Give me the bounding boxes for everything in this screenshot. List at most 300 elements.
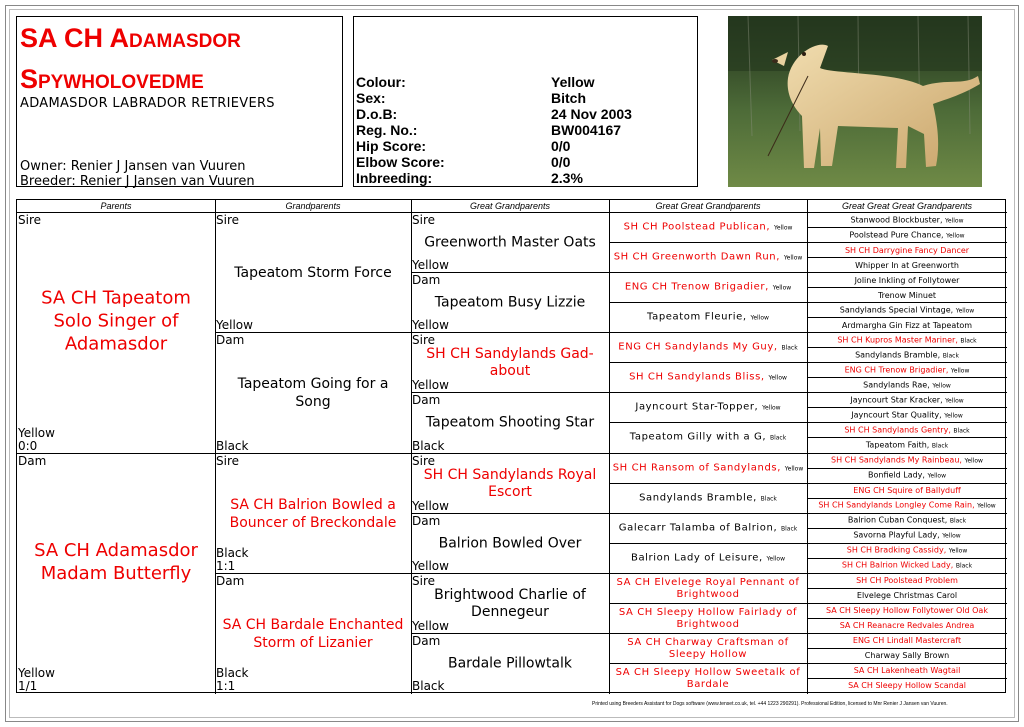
dog-colour: Yellow xyxy=(766,555,786,563)
separator: , xyxy=(937,530,943,540)
dog-colour: Yellow xyxy=(412,258,449,273)
separator: , xyxy=(926,440,932,450)
pedigree-cell xyxy=(807,288,1007,303)
separator: , xyxy=(948,425,954,435)
dog-name-text: Joline Inkling of Follytower xyxy=(854,275,960,285)
dog-colour: Yellow xyxy=(977,502,996,510)
dog-name xyxy=(411,415,609,432)
dog-colour: Yellow xyxy=(944,412,963,420)
separator: , xyxy=(754,401,763,413)
colour-score xyxy=(412,680,444,693)
pedigree-cell xyxy=(411,634,609,694)
pedigree-cell xyxy=(609,393,807,423)
separator: , xyxy=(922,470,928,480)
colour-score xyxy=(216,440,248,453)
dog-name xyxy=(807,215,1007,226)
separator: , xyxy=(950,305,956,315)
dog-name-text: Poolstead Pure Chance xyxy=(849,230,941,240)
separator: , xyxy=(945,365,951,375)
dog-name xyxy=(411,346,609,380)
dam-label: Dam xyxy=(412,513,441,528)
info-label: Sex: xyxy=(356,90,386,106)
pedigree-cell xyxy=(807,318,1007,333)
dog-colour: Black xyxy=(216,666,249,680)
dog-name-text: Sandylands Rae xyxy=(863,380,928,390)
pedigree-cell xyxy=(215,454,411,574)
dog-colour: Yellow xyxy=(964,457,983,465)
info-label: Hip Score: xyxy=(356,138,427,154)
dog-name-text: SH CH Greenworth Dawn Run xyxy=(613,251,777,263)
separator: , xyxy=(773,522,781,534)
dog-name xyxy=(609,492,807,505)
info-value: 0/0 xyxy=(551,154,571,170)
dog-name xyxy=(609,522,807,535)
column-great-grandparents xyxy=(411,200,609,694)
dog-name-text: ENG CH Sandylands My Guy xyxy=(618,341,774,353)
dog-score: 1/1 xyxy=(18,679,38,693)
dog-name-text: Jayncourt Star-Topper xyxy=(635,401,755,413)
dog-name xyxy=(411,655,609,672)
dog-colour: Black xyxy=(781,525,798,533)
dog-name xyxy=(807,471,1007,482)
dog-colour: Yellow xyxy=(784,465,804,473)
dog-name-text: Jayncourt Star Quality xyxy=(851,410,940,420)
separator: , xyxy=(765,281,773,293)
info-label: Elbow Score: xyxy=(356,154,445,170)
dam-label: Dam xyxy=(216,573,245,588)
colour-score xyxy=(412,440,444,453)
info-value: 24 Nov 2003 xyxy=(551,106,632,122)
sire-label: Sire xyxy=(412,333,436,348)
dog-name-text: Sandylands Special Vintage xyxy=(839,305,951,315)
pedigree-cell xyxy=(807,529,1007,544)
dog-name-text: Greenworth Master Oats xyxy=(424,234,596,251)
dog-name-text: ENG CH Lindall Mastercraft xyxy=(852,636,962,646)
dog-name xyxy=(807,440,1007,451)
dam-label: Dam xyxy=(412,633,441,648)
dog-name-text: Tapeatom Fleurie xyxy=(647,311,743,323)
dog-name-text: Balrion Lady of Leisure xyxy=(630,552,759,564)
dog-name xyxy=(17,287,215,356)
pedigree-cell xyxy=(807,408,1007,423)
colour-score xyxy=(216,547,248,573)
dog-colour: Black xyxy=(412,438,445,453)
dog-name xyxy=(215,616,411,652)
colour-score xyxy=(216,319,253,332)
dog-name-line1: SA CH Adamasdor xyxy=(20,23,241,53)
separator: , xyxy=(943,545,949,555)
pedigree-table xyxy=(16,199,1006,693)
info-value: 2.3% xyxy=(551,170,583,186)
dog-colour: Yellow xyxy=(942,532,961,540)
dog-photo xyxy=(728,16,982,187)
dog-name xyxy=(609,312,807,325)
dog-name xyxy=(807,365,1007,376)
dam-label: Dam xyxy=(216,333,245,348)
pedigree-cell xyxy=(17,454,215,695)
dog-score: 0:0 xyxy=(18,438,38,453)
dog-name xyxy=(807,321,1007,331)
dog-name-text: Elvelege Christmas Carol xyxy=(856,591,958,601)
dog-name xyxy=(807,305,1007,316)
dog-name-text: SA CH Balrion Bowled a Bouncer of Breckondale xyxy=(229,496,397,531)
info-label: Reg. No.: xyxy=(356,122,418,138)
dog-colour: Yellow xyxy=(773,224,793,232)
pedigree-cell xyxy=(609,484,807,514)
dog-colour: Yellow xyxy=(927,472,946,480)
dog-name xyxy=(609,552,807,565)
separator: , xyxy=(939,215,946,225)
dog-name-text: SH CH Bradking Cassidy xyxy=(846,545,944,555)
pedigree-cell xyxy=(411,393,609,453)
dog-name xyxy=(807,651,1007,661)
dog-name-text: SH CH Sandylands Gad-about xyxy=(426,346,594,380)
dog-name xyxy=(215,264,411,282)
column-divider xyxy=(411,200,412,694)
dog-name xyxy=(807,395,1007,406)
dog-name xyxy=(609,282,807,295)
dog-name-text: SH CH Kupros Master Mariner xyxy=(837,335,956,345)
separator: , xyxy=(939,410,945,420)
dog-name-text: SH CH Sandylands Longley Come Rain xyxy=(818,500,973,510)
dog-name xyxy=(807,621,1007,631)
owner-breeder xyxy=(20,159,255,189)
column-grandparents xyxy=(215,200,411,694)
dog-colour: Yellow xyxy=(768,374,787,382)
dog-name xyxy=(411,295,609,312)
column-divider xyxy=(215,200,216,694)
dog-name xyxy=(215,496,411,532)
column-gg-grandparents xyxy=(609,200,807,694)
dog-name xyxy=(215,375,411,411)
dog-name-text: SH CH Ransom of Sandylands xyxy=(612,462,778,474)
dog-colour: Yellow xyxy=(932,382,951,390)
pedigree-cell xyxy=(807,619,1007,634)
dog-name xyxy=(807,636,1007,646)
column-header: Parents xyxy=(17,200,215,213)
pedigree-cell xyxy=(807,303,1007,318)
pedigree-cell xyxy=(411,574,609,634)
dog-name xyxy=(807,666,1007,676)
pedigree-cell xyxy=(807,378,1007,393)
separator: , xyxy=(950,560,956,570)
colour-score xyxy=(412,620,449,633)
dog-colour: Yellow xyxy=(750,314,769,322)
dog-name xyxy=(807,516,1007,527)
info-label: Colour: xyxy=(356,74,406,90)
dog-name-text: Sandylands Bramble xyxy=(639,492,754,504)
pedigree-cell xyxy=(807,679,1007,694)
separator: , xyxy=(777,462,785,474)
dog-name-text: Charway Sally Brown xyxy=(864,651,950,661)
pedigree-cell xyxy=(609,634,807,664)
separator: , xyxy=(760,371,769,383)
separator: , xyxy=(927,380,933,390)
dog-name-text: Bardale Pillowtalk xyxy=(448,655,572,672)
dog-name-text: ENG CH Squire of Ballyduff xyxy=(853,486,961,496)
dog-colour: Yellow xyxy=(945,217,964,225)
dog-name-text: SA CH Lakenheath Wagtail xyxy=(853,666,961,676)
dog-colour: Yellow xyxy=(772,284,792,292)
column-header: Grandparents xyxy=(215,200,411,213)
dog-name-text: Savorna Playful Lady xyxy=(853,530,938,540)
colour-score xyxy=(412,560,449,573)
dog-colour: Yellow xyxy=(950,367,970,375)
dog-name xyxy=(807,335,1007,346)
dog-name-text: SH CH Sandylands Royal Escort xyxy=(423,466,597,500)
dog-name-text: Tapeatom Shooting Star xyxy=(425,414,595,431)
info-value: BW004167 xyxy=(551,122,622,138)
dog-name xyxy=(807,486,1007,496)
pedigree-cell xyxy=(807,649,1007,664)
dog-name-text: Whipper In at Greenworth xyxy=(855,260,959,270)
dog-name xyxy=(609,607,807,631)
pedigree-cell xyxy=(807,243,1007,258)
separator: , xyxy=(941,230,947,240)
column-header: Great Great Great Grandparents xyxy=(807,200,1007,213)
pedigree-cell xyxy=(807,664,1007,679)
breeder: Breeder: Renier J Jansen van Vuuren xyxy=(20,174,255,189)
separator: , xyxy=(959,455,965,465)
dog-colour: Yellow xyxy=(216,318,253,333)
kennel-name: ADAMASDOR LABRADOR RETRIEVERS xyxy=(20,96,275,111)
dog-name-text: Ardmargha Gin Fizz at Tapeatom xyxy=(841,320,973,330)
pedigree-cell xyxy=(609,243,807,273)
pedigree-cell xyxy=(411,514,609,574)
dog-name xyxy=(609,252,807,265)
pedigree-cell xyxy=(807,634,1007,649)
dog-name xyxy=(609,667,807,691)
pedigree-cell xyxy=(807,604,1007,619)
dog-name xyxy=(609,222,807,235)
dog-name xyxy=(807,246,1007,256)
dog-colour: Yellow xyxy=(955,307,975,315)
dog-colour: Black xyxy=(412,679,445,693)
separator: , xyxy=(776,251,784,263)
dog-name-text: SA CH Elvelege Royal Pennant of Brightwood xyxy=(616,576,800,600)
dog-name xyxy=(807,230,1007,241)
pedigree-cell xyxy=(807,258,1007,273)
dog-colour: Black xyxy=(960,337,977,345)
dog-name-text: Trenow Minuet xyxy=(877,290,937,300)
sire-label: Sire xyxy=(216,453,240,468)
pedigree-cell xyxy=(807,273,1007,288)
pedigree-cell xyxy=(807,438,1007,453)
footer-credit: Printed using Breeders Assistant for Dogs software (www.tenset.co.uk, tel. +44 1223 290291). Professional Edition, licensed to Mnr Renier J Jansen van Vuuren. xyxy=(592,701,948,707)
dog-name-line2: Spywholovedme xyxy=(20,64,204,94)
pedigree-cell xyxy=(17,213,215,454)
dog-name xyxy=(411,535,609,552)
dog-name-text: Brightwood Charlie of Dennegeur xyxy=(434,586,586,620)
sire-label: Sire xyxy=(412,453,436,468)
dog-name-text: Bonfield Lady xyxy=(867,470,923,480)
dog-name-text: Balrion Cuban Conquest xyxy=(847,515,945,525)
dog-name xyxy=(609,342,807,355)
dog-name-text: SH CH Darrygine Fancy Dancer xyxy=(844,245,970,255)
dog-colour: Black xyxy=(781,344,798,352)
column-parents xyxy=(17,200,215,694)
info-label: Inbreeding: xyxy=(356,170,433,186)
separator: , xyxy=(762,431,770,443)
dog-colour: Black xyxy=(769,434,787,442)
pedigree-cell xyxy=(609,544,807,574)
dog-colour: Black xyxy=(931,442,949,450)
pedigree-cell xyxy=(807,559,1007,574)
dog-colour: Yellow xyxy=(412,558,449,573)
dog-name-text: SA CH Reanacre Redvales Andrea xyxy=(839,621,975,631)
dog-colour: Black xyxy=(216,545,249,560)
owner: Owner: Renier J Jansen van Vuuren xyxy=(20,159,246,174)
dog-name-text: Tapeatom Gilly with a G xyxy=(629,431,763,443)
pedigree-cell xyxy=(807,228,1007,243)
dog-score: 1:1 xyxy=(216,558,236,573)
dog-colour: Yellow xyxy=(948,547,968,555)
dam-label: Dam xyxy=(412,393,441,408)
dog-name xyxy=(807,576,1007,586)
dog-name-text: SH CH Sandylands My Rainbeau xyxy=(831,455,960,465)
dog-name xyxy=(609,372,807,385)
pedigree-cell xyxy=(807,333,1007,348)
separator: , xyxy=(955,335,961,345)
dog-colour: Yellow xyxy=(945,397,964,405)
separator: , xyxy=(773,341,782,353)
dog-colour: Black xyxy=(760,495,777,503)
dog-name-box xyxy=(16,16,343,187)
dog-colour: Black xyxy=(216,438,249,453)
pedigree-cell xyxy=(807,423,1007,438)
dog-name-text: ENG CH Trenow Brigadier xyxy=(624,281,766,293)
sire-label: Sire xyxy=(412,213,436,227)
dog-name-text: Galecarr Talamba of Balrion xyxy=(618,522,774,534)
separator: , xyxy=(742,311,751,323)
colour-score xyxy=(412,500,449,513)
pedigree-cell xyxy=(411,454,609,514)
dog-name-text: SA CH Sleepy Hollow Sweetalk of Bardale xyxy=(615,666,801,690)
dog-name xyxy=(807,380,1007,391)
info-value: Yellow xyxy=(551,74,595,90)
dog-colour: Yellow xyxy=(412,318,449,333)
separator: , xyxy=(766,221,774,233)
dog-name xyxy=(807,456,1007,467)
pedigree-cell xyxy=(807,574,1007,589)
info-value: Bitch xyxy=(551,90,586,106)
dog-name-text: SH CH Poolstead Problem xyxy=(856,576,958,586)
pedigree-cell xyxy=(807,348,1007,363)
colour-score xyxy=(18,427,55,453)
pedigree-cell xyxy=(807,454,1007,469)
pedigree-cell xyxy=(609,363,807,393)
dog-name xyxy=(807,546,1007,557)
dog-name xyxy=(609,577,807,601)
dog-name xyxy=(807,561,1007,572)
pedigree-cell xyxy=(609,664,807,694)
pedigree-cell xyxy=(807,484,1007,499)
column-divider xyxy=(807,200,808,694)
dog-colour: Yellow xyxy=(18,425,55,440)
separator: , xyxy=(937,350,943,360)
pedigree-cell xyxy=(609,454,807,484)
pedigree-cell xyxy=(215,213,411,333)
dog-name xyxy=(411,467,609,501)
dog-name-text: Tapeatom Faith xyxy=(865,440,927,450)
dog-name xyxy=(609,637,807,661)
pedigree-cell xyxy=(807,393,1007,408)
dog-name-text: SA CH Adamasdor Madam Butterfly xyxy=(34,539,198,584)
colour-score xyxy=(412,259,449,272)
dog-name-text: Stanwood Blockbuster xyxy=(850,215,940,225)
dog-colour: Yellow xyxy=(412,498,449,513)
dog-name-text: Tapeatom Busy Lizzie xyxy=(434,294,586,311)
dog-colour: Black xyxy=(949,517,967,525)
pedigree-cell xyxy=(807,544,1007,559)
info-value: 0/0 xyxy=(551,138,571,154)
dog-name xyxy=(807,501,1007,512)
pedigree-cell xyxy=(411,213,609,273)
pedigree-cell xyxy=(215,333,411,453)
dog-colour: Yellow xyxy=(783,254,803,262)
pedigree-cell xyxy=(609,333,807,363)
colour-score xyxy=(412,319,449,332)
dog-colour: Yellow xyxy=(412,618,449,633)
pedigree-cell xyxy=(609,574,807,604)
pedigree-cell xyxy=(411,273,609,333)
dog-colour: Yellow xyxy=(412,378,449,393)
dog-colour: Black xyxy=(942,352,959,360)
dog-name-text: SA CH Charway Craftsman of Sleepy Hollow xyxy=(627,636,789,660)
sire-label: Sire xyxy=(18,213,42,227)
pedigree-cell xyxy=(609,514,807,544)
dog-name xyxy=(411,235,609,252)
pedigree-cell xyxy=(807,589,1007,604)
dog-name-text: SA CH Tapeatom Solo Singer of Adamasdor xyxy=(41,287,191,355)
sire-label: Sire xyxy=(412,573,436,588)
colour-score xyxy=(18,667,55,693)
dog-name xyxy=(807,410,1007,421)
separator: , xyxy=(972,500,978,510)
dog-name-text: Tapeatom Storm Force xyxy=(234,265,392,282)
dog-name xyxy=(807,531,1007,542)
sire-label: Sire xyxy=(216,213,240,227)
pedigree-cell xyxy=(609,273,807,303)
dog-name-text: SA CH Sleepy Hollow Scandal xyxy=(848,681,966,691)
dog-name-text: SH CH Sandylands Bliss xyxy=(629,371,761,383)
dog-name-text: ENG CH Trenow Brigadier xyxy=(844,365,946,375)
dog-name xyxy=(411,587,609,621)
dog-name-text: Balrion Bowled Over xyxy=(438,535,582,552)
dam-label: Dam xyxy=(18,453,47,468)
pedigree-cell xyxy=(609,604,807,634)
separator: , xyxy=(753,492,761,504)
dog-name xyxy=(807,591,1007,601)
dog-colour: Black xyxy=(955,562,973,570)
separator: , xyxy=(944,515,950,525)
dog-name-text: SA CH Sleepy Hollow Follytower Old Oak xyxy=(826,606,988,616)
column-divider xyxy=(609,200,610,694)
column-header: Great Great Grandparents xyxy=(609,200,807,213)
dog-name xyxy=(807,261,1007,271)
dog-colour: Yellow xyxy=(762,404,781,412)
dog-name xyxy=(609,432,807,445)
colour-score xyxy=(412,379,449,392)
pedigree-cell xyxy=(807,469,1007,484)
dog-colour: Yellow xyxy=(946,232,965,240)
dog-name-text: SH CH Balrion Wicked Lady xyxy=(841,560,951,570)
dog-name-text: Jayncourt Star Kracker xyxy=(850,395,941,405)
dog-name-text: SH CH Poolstead Publican xyxy=(623,221,767,233)
dog-name xyxy=(807,681,1007,691)
dam-label: Dam xyxy=(412,273,441,288)
pedigree-cell xyxy=(807,514,1007,529)
